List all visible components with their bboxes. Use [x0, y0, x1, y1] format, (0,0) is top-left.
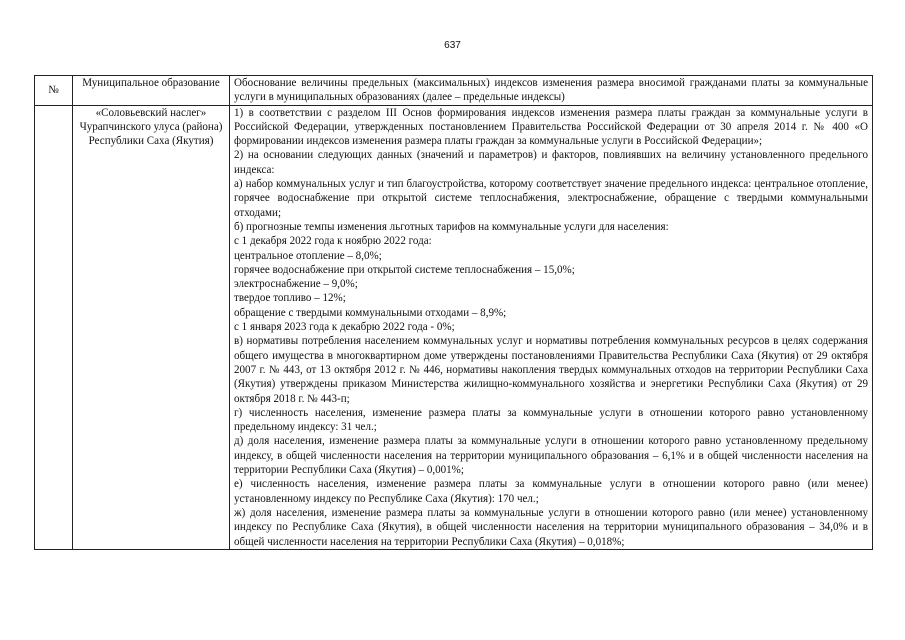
page-number: 637 [444, 40, 461, 51]
header-justification: Обоснование величины предельных (максимальных) индексов изменения размера вносимой гражданами платы за коммунальные услуги в муниципальных образованиях (далее – предельные индексы) [230, 76, 873, 106]
header-municipality: Муниципальное образование [73, 76, 230, 106]
paragraph: в) нормативы потребления населением коммунальных услуг и нормативы потребления коммунальных ресурсов в целях содержания общего имущества в многоквартирном доме утверждены постановлениями Правительства Республики Саха (Якутия) от 29 октября 2007 г. № 443, от 13 октября 2012 г. № 446, нормативы накопления твердых коммунальных отходов на территории Республики Саха (Якутия) утверждены приказом Министерства жилищно-коммунального хозяйства и энергетики Республики Саха (Якутия) от 29 октября 2018 г. № 443-п; [234, 335, 868, 405]
row-number-cell [35, 105, 73, 549]
paragraph: б) прогнозные темпы изменения льготных тарифов на коммунальные услуги для населения: [234, 220, 669, 233]
paragraph: е) численность населения, изменение размера платы за коммунальные услуги в отношении которого равно (или менее) установленному индексу по Республике Саха (Якутия): 170 чел.; [234, 478, 868, 505]
paragraph: горячее водоснабжение при открытой системе теплоснабжения – 15,0%; [234, 263, 575, 276]
paragraph: а) набор коммунальных услуг и тип благоустройства, которому соответствует значение предельного индекса: центральное отопление, горячее водоснабжение при открытой системе теплоснабжения, электроснабжение, обращение с твердыми коммунальными отходами; [234, 178, 868, 219]
paragraph: г) численность населения, изменение размера платы за коммунальные услуги в отношении которого равно установленному предельному индексу: 31 чел.; [234, 406, 868, 434]
paragraph: электроснабжение – 9,0%; [234, 278, 358, 291]
paragraph: обращение с твердыми коммунальными отходами – 8,9%; [234, 306, 507, 319]
paragraph: с 1 января 2023 года к декабрю 2022 года - 0%; [234, 321, 455, 334]
paragraph: твердое топливо – 12%; [234, 292, 346, 305]
paragraph: 2) на основании следующих данных (значений и параметров) и факторов, повлиявших на величину установленного предельного индекса: [234, 149, 868, 176]
municipal-index-table [34, 75, 873, 550]
table-row [35, 105, 873, 549]
municipality-cell: «Соловьевский наслег» Чурапчинского улуса (района) Республики Саха (Якутия) [73, 105, 230, 549]
paragraph: 1) в соответствии с разделом III Основ формирования индексов изменения размера платы граждан за коммунальные услуги в Российской Федерации, утвержденных постановлением Правительства Российской Федерации от 30 апреля 2014 г. № 400 «О формировании индексов изменения размера платы граждан за коммунальные услуги в Российской Федерации»; [234, 106, 868, 148]
table-header-row [35, 76, 873, 106]
header-number: № [35, 76, 73, 106]
paragraph: с 1 декабря 2022 года к ноябрю 2022 года: [234, 235, 432, 248]
paragraph: ж) доля населения, изменение размера платы за коммунальные услуги в отношении которого равно (или менее) установленному индексу по Республике Саха (Якутия), в общей численности населения на территории муниципального образования – 34,0% и в общей численности населения на территории Республики Саха (Якутия) – 0,018%; [234, 506, 868, 548]
paragraph: д) доля населения, изменение размера платы за коммунальные услуги в отношении которого равно установленному предельному индексу, в общей численности населения на территории муниципального образования – 6,1% и в общей численности населения на территории Республики Саха (Якутия) – 0,001%; [234, 435, 868, 477]
paragraph: центральное отопление – 8,0%; [234, 249, 382, 262]
justification-cell [230, 105, 873, 549]
